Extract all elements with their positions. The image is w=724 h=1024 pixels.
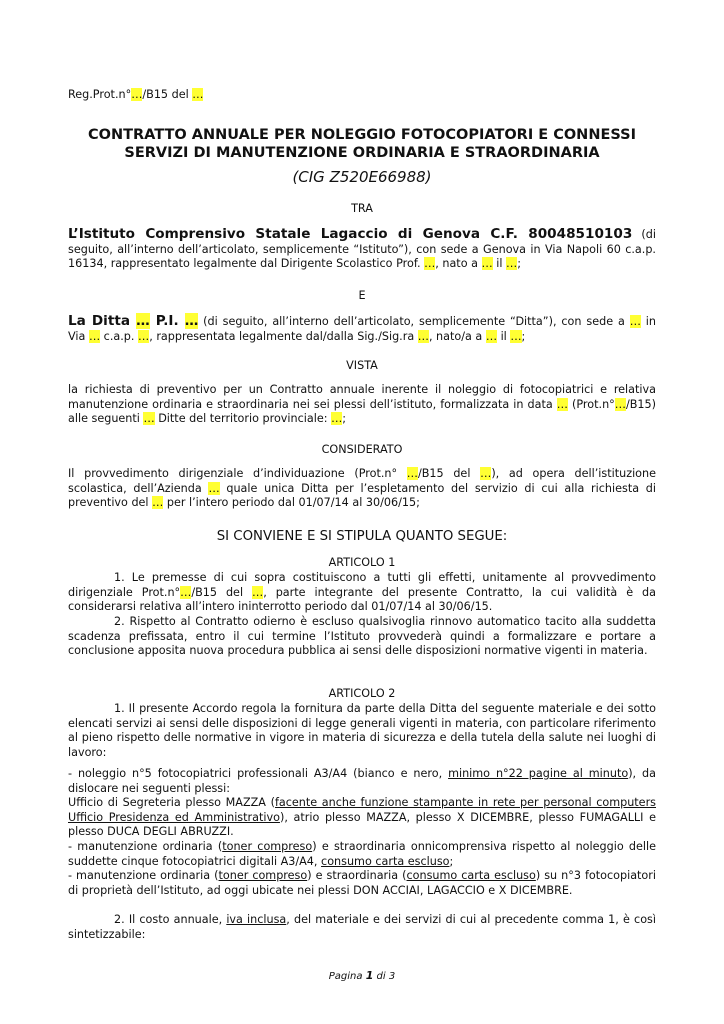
page-footer: Pagina 1 di 3 — [328, 969, 396, 982]
cig-code: (CIG Z520E66988) — [292, 168, 432, 186]
vista-paragraph: la richiesta di preventivo per un Contratto annuale inerente il noleggio di fotocopiatrici e relativa manutenzione ordinaria e straordinaria nei sei plessi dell’istituto, formalizzata in data … (Prot.n°…/B15) alle seguenti … Ditte del territorio provinciale: …; — [68, 383, 656, 426]
considerato-paragraph: Il provvedimento dirigenziale d’individuazione (Prot.n° …/B15 del …), ad opera dell’istituzione scolastica, dell’Azienda … quale unica Ditta per l’espletamento del servizio di cui alla richiesta di preventivo del … per l’intero periodo dal 01/07/14 al 30/06/15; — [68, 467, 656, 510]
label-considerato: CONSIDERATO — [321, 443, 403, 456]
istituto-name: L’Istituto Comprensivo Statale Lagaccio di Genova C.F. 80048510103 — [68, 226, 633, 242]
label-e: E — [358, 289, 366, 302]
article-2-item-manutenzione-2: - manutenzione ordinaria (toner compreso) e straordinaria (consumo carta escluso) su n°3 fotocopiatori di proprietà dell’Istituto, ad oggi ubicate nei plessi DON ACCIAI, LAGACCIO e X DICEMBRE. — [68, 869, 656, 897]
label-tra: TRA — [351, 202, 373, 215]
article-2-paragraph-1: 1. Il presente Accordo regola la fornitura da parte della Ditta del seguente materiale e dei sotto elencati servizi ai sensi delle disposizioni di legge generali vigenti in materia, con particolare riferimento al pieno rispetto delle normative in vigore in materia di sicurezza e della tutela della salute nei luoghi di lavoro: — [68, 702, 656, 759]
article-1-paragraph-2: 2. Rispetto al Contratto odierno è escluso qualsivoglia rinnovo automatico tacito alla suddetta scadenza prefissata, entro il cui termine l’Istituto provvederà quindi a formalizzare e portare a conclusione apposita nuova procedura pubblica ai sensi delle disposizioni normative vigenti in materia. — [68, 615, 656, 658]
article-2-heading: ARTICOLO 2 — [328, 687, 396, 700]
article-2-item-noleggio: - noleggio n°5 fotocopiatrici professionali A3/A4 (bianco e nero, minimo n°22 pagine al minuto), da dislocare nei seguenti plessi: — [68, 767, 656, 795]
article-2-ufficio-segreteria: Ufficio di Segreteria plesso MAZZA (facente anche funzione stampante in rete per personal computers Ufficio Presidenza ed Amministrativo), atrio plesso MAZZA, plesso X DICEMBRE, plesso FUMAGALLI e plesso DUCA DEGLI ABRUZZI. — [68, 796, 656, 839]
label-vista: VISTA — [346, 359, 378, 372]
heading-conviene: SI CONVIENE E SI STIPULA QUANTO SEGUE: — [216, 529, 508, 544]
article-2-item-manutenzione-1: - manutenzione ordinaria (toner compreso) e straordinaria onnicomprensiva rispetto al noleggio delle suddette cinque fotocopiatrici digitali A3/A4, consumo carta escluso; — [68, 840, 657, 868]
article-2-paragraph-2: 2. Il costo annuale, iva inclusa, del materiale e dei servizi di cui al precedente comma 1, è così sintetizzabile: — [68, 913, 656, 941]
document-title: CONTRATTO ANNUALE PER NOLEGGIO FOTOCOPIATORI E CONNESSI SERVIZI DI MANUTENZIONE ORDINARIA E STRAORDINARIA — [88, 127, 636, 161]
page-number: 1 — [365, 969, 374, 982]
ditta-name: La Ditta … P.I. … — [68, 313, 199, 329]
article-1-heading: ARTICOLO 1 — [328, 556, 396, 569]
article-1-paragraph-1: 1. Le premesse di cui sopra costituiscono a tutti gli effetti, unitamente al provvedimento dirigenziale Prot.n°…/B15 del …, parte integrante del presente Contratto, la cui validità è da considerarsi relativa all’intero ininterrotto periodo dal 01/07/14 al 30/06/15. — [68, 571, 656, 614]
ditta-paragraph: La Ditta … P.I. … (di seguito, all’interno dell’articolato, semplicemente “Ditta”), con sede a … in Via … c.a.p. …, rappresentata legalmente dal/dalla Sig./Sig.ra …, nato/a a … il …; — [68, 313, 656, 343]
istituto-paragraph: L’Istituto Comprensivo Statale Lagaccio di Genova C.F. 80048510103 (di seguito, all’interno dell’articolato, semplicemente “Istituto”), con sede a Genova in Via Napoli 60 c.a.p. 16134, rappresentato legalmente dal Dirigente Scolastico Prof. …, nato a … il …; — [68, 226, 656, 271]
placeholder-highlight: … — [192, 88, 204, 101]
placeholder-highlight: … — [131, 88, 143, 101]
registration-line: Reg.Prot.n°…/B15 del … — [68, 88, 204, 101]
